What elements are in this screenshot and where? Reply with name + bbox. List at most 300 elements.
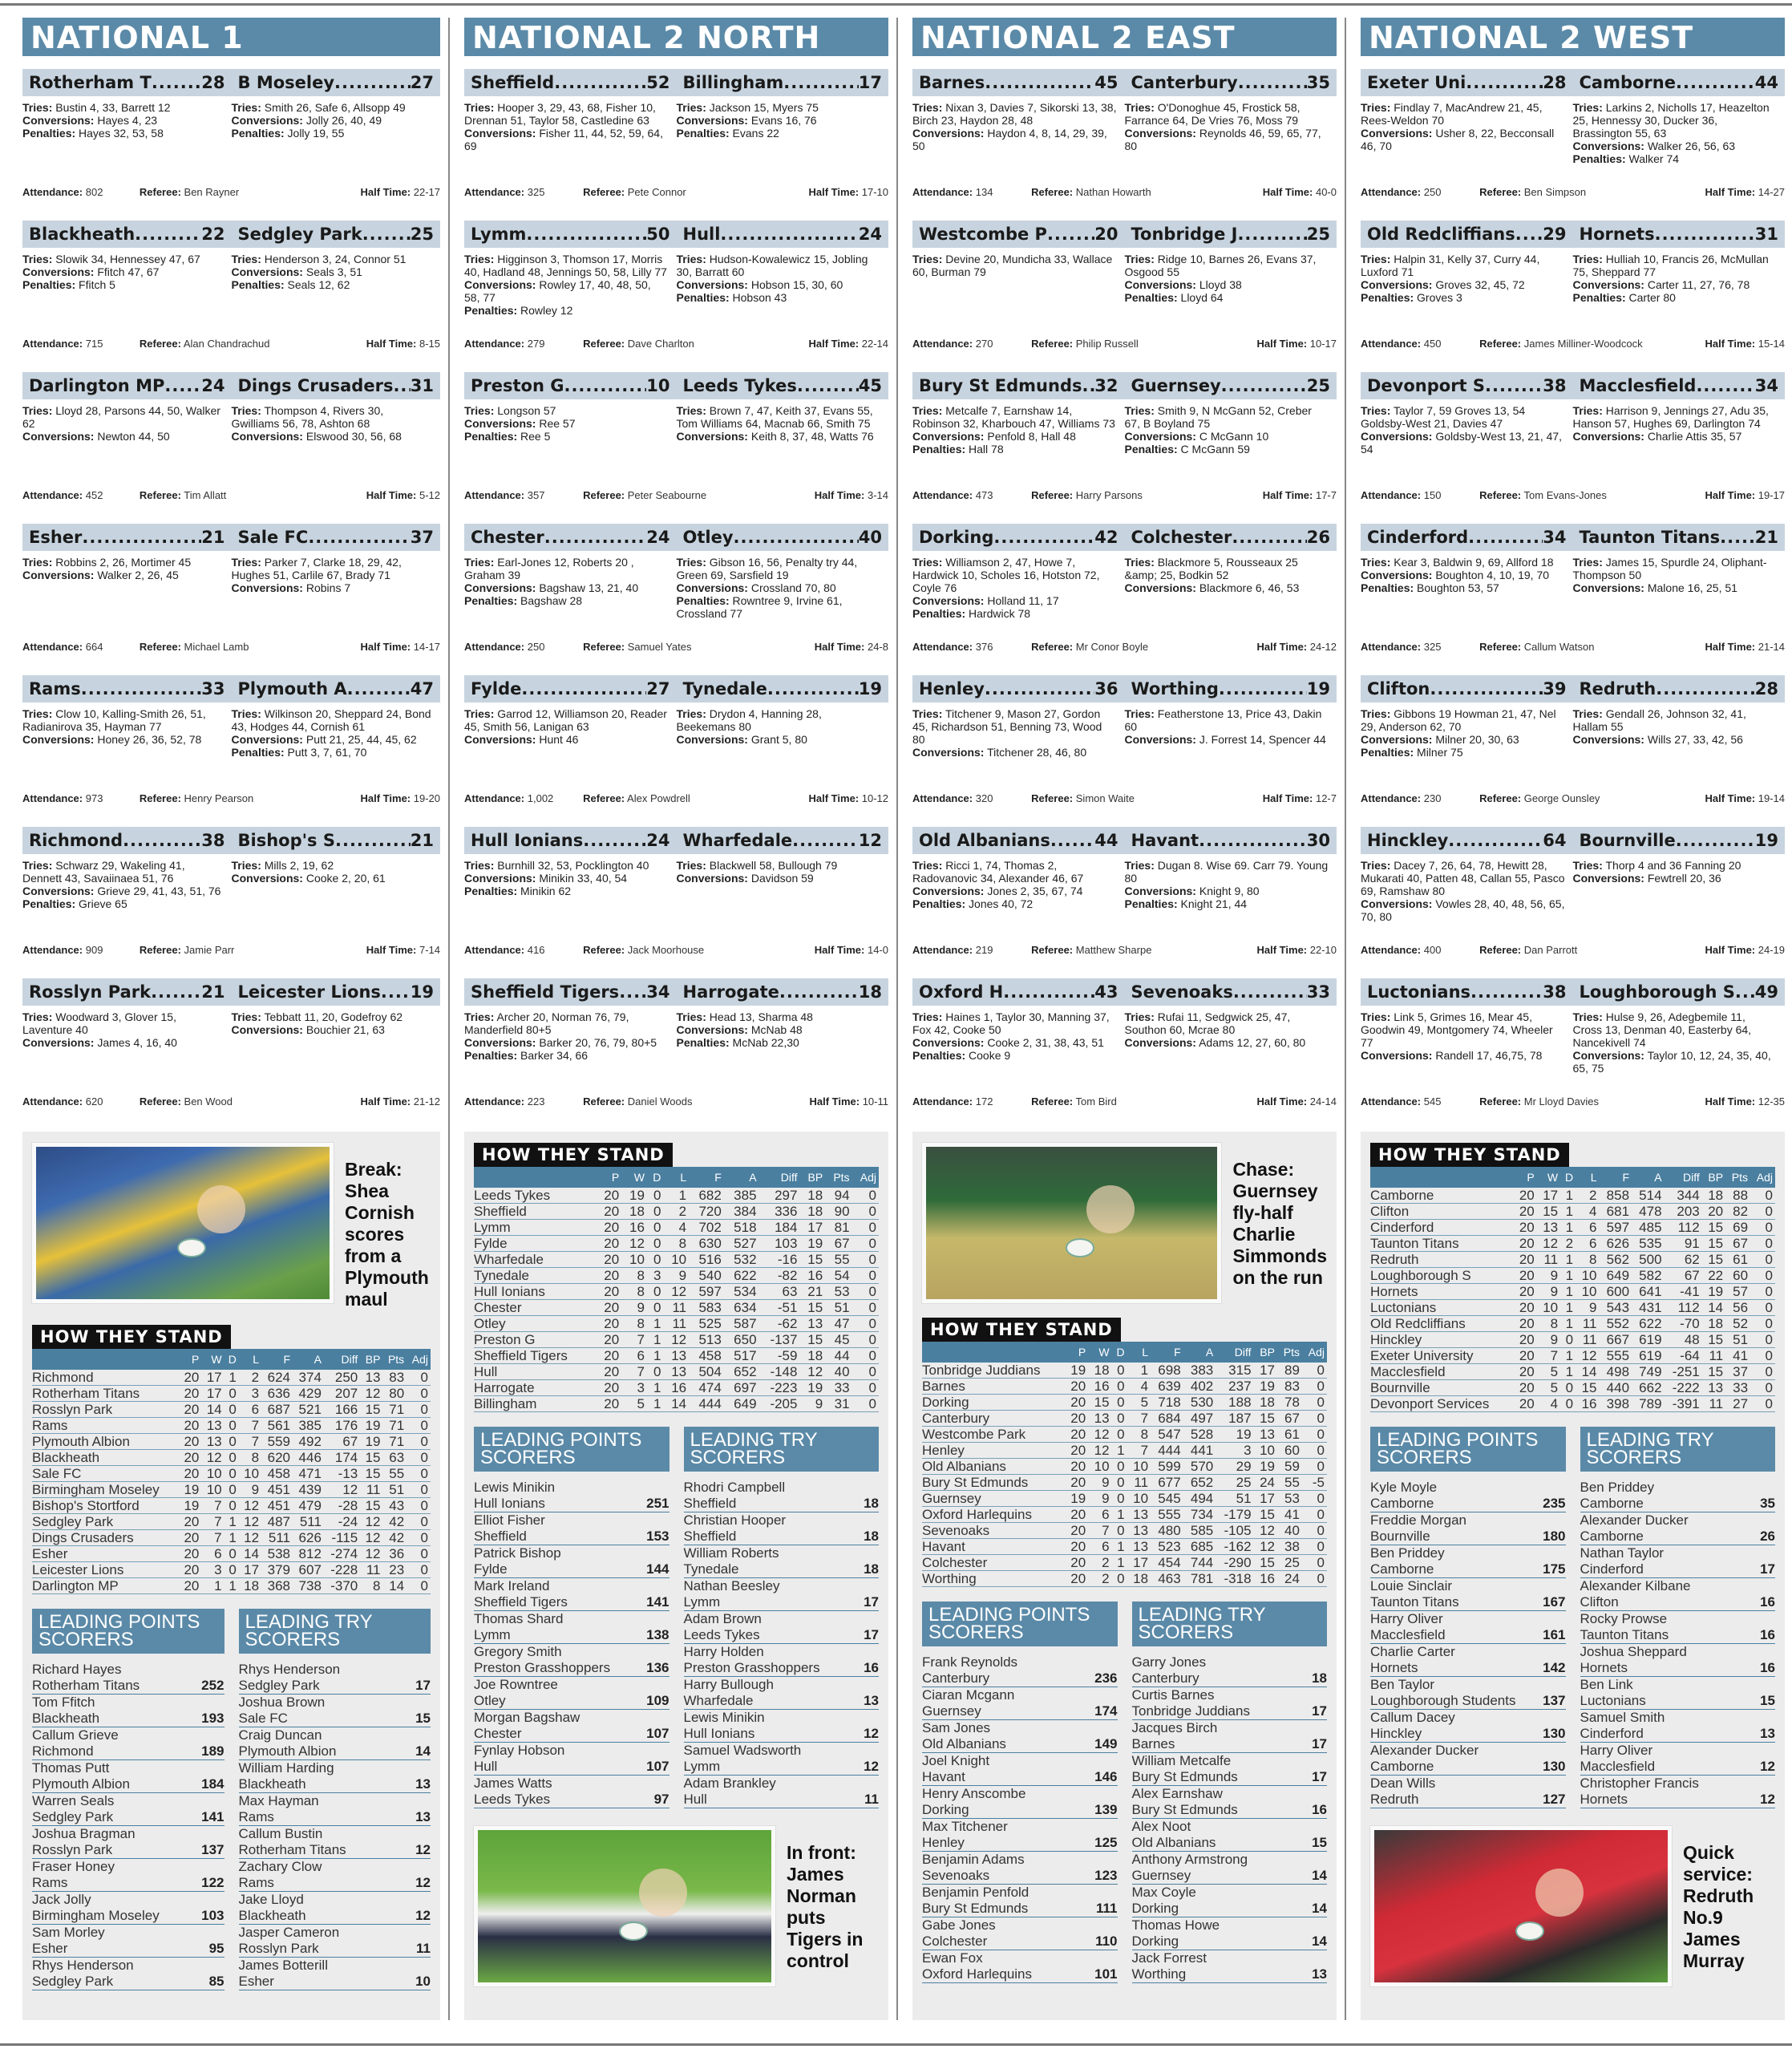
- match-meta: [1361, 641, 1785, 653]
- conversions-value: J. Forrest 14, Spencer 44: [1199, 733, 1326, 746]
- match-report: [1361, 221, 1785, 372]
- penalties-label: Penalties:: [912, 897, 966, 910]
- player-name: William Roberts: [683, 1545, 779, 1561]
- player-name: Ben Priddey: [1580, 1480, 1655, 1495]
- stat-cell: 13: [1088, 1411, 1111, 1427]
- team-score: 19: [1306, 679, 1330, 699]
- stat-cell: -137: [759, 1332, 800, 1348]
- score-bar: [1361, 69, 1785, 96]
- player-total: 18: [864, 1561, 879, 1577]
- scorers-heading: LEADING POINTS SCORERS: [474, 1427, 669, 1472]
- tries-label: Tries:: [1124, 859, 1155, 872]
- match-report: [464, 524, 888, 675]
- team-score: 25: [1306, 225, 1330, 244]
- stat-cell: 20: [179, 1514, 201, 1530]
- scoring-details: [912, 1010, 1337, 1062]
- team-name: Luctonians: [1367, 982, 1471, 1002]
- scorer-row: [922, 1786, 1118, 1819]
- half-time: [1257, 944, 1337, 956]
- stat-cell: 0: [225, 1482, 239, 1498]
- scoring-details: [1361, 859, 1785, 923]
- stat-cell: 532: [724, 1252, 759, 1268]
- penalties-line: [912, 1049, 1117, 1062]
- photo-caption: In front: James Norman puts Tigers in control: [787, 1842, 864, 1971]
- referee-value: Harry Parsons: [1075, 489, 1143, 501]
- scoring-details: [1361, 253, 1785, 304]
- stat-cell: 20: [1513, 1284, 1536, 1300]
- player-club: Rams: [238, 1809, 274, 1824]
- player-name: Morgan Bagshaw: [474, 1710, 580, 1725]
- stat-cell: 14: [382, 1578, 407, 1594]
- club-line: [32, 1776, 225, 1792]
- player-total: 13: [1760, 1726, 1775, 1741]
- half-time-label: Half Time:: [1262, 186, 1313, 198]
- player-name: Callum Bustin: [238, 1826, 323, 1841]
- stat-cell: 20: [1065, 1507, 1088, 1523]
- conversions-value: Robins 7: [305, 581, 351, 594]
- stat-cell: 336: [759, 1204, 800, 1220]
- attendance-value: 715: [85, 338, 103, 350]
- column-header: [474, 1167, 597, 1188]
- stat-cell: 0: [1750, 1300, 1775, 1316]
- stat-cell: 20: [1513, 1316, 1536, 1332]
- league-title: NATIONAL 2 WEST: [1361, 18, 1785, 56]
- team-name: Old Albanians: [919, 831, 1050, 850]
- home-team-score: [22, 679, 232, 699]
- stat-cell: 45: [825, 1332, 852, 1348]
- conversions-label: Conversions:: [676, 1023, 748, 1036]
- dot-leader: [564, 376, 646, 395]
- dot-leader: [1430, 679, 1543, 699]
- player-club: Camborne: [1370, 1561, 1434, 1577]
- tries-line: [1125, 556, 1329, 581]
- tries-line: [464, 859, 669, 872]
- tries-label: Tries:: [1361, 101, 1391, 114]
- dot-leader: [308, 528, 410, 547]
- home-team-score: [1361, 831, 1573, 850]
- referee-label: Referee:: [1479, 944, 1522, 956]
- penalties-line: [232, 127, 433, 140]
- player-total: 13: [864, 1693, 879, 1708]
- stat-cell: 504: [689, 1364, 724, 1380]
- conversions-value: Barker 20, 76, 79, 80+5: [539, 1036, 657, 1049]
- half-time: [809, 338, 888, 350]
- player-name: Tom Ffitch: [32, 1695, 95, 1710]
- stat-cell: 10: [663, 1252, 689, 1268]
- tries-value: Slowik 34, Hennessey 47, 67: [55, 253, 200, 265]
- referee-label: Referee:: [139, 186, 181, 198]
- half-time-label: Half Time:: [809, 1095, 860, 1107]
- team-cell: Esher: [32, 1546, 179, 1562]
- conversions-label: Conversions:: [22, 733, 95, 746]
- half-time: [1705, 792, 1785, 804]
- penalties-label: Penalties:: [1572, 291, 1626, 304]
- attendance-label: Attendance:: [1361, 944, 1422, 956]
- half-time-label: Half Time:: [366, 944, 417, 956]
- column-header: A: [293, 1349, 324, 1370]
- team-name: Bishop's S: [237, 831, 335, 850]
- column-header: Adj: [407, 1349, 431, 1370]
- stat-cell: 20: [1065, 1379, 1088, 1395]
- conversions-value: Hobson 15, 30, 60: [750, 278, 843, 291]
- player-total: 167: [1543, 1594, 1566, 1610]
- player-club: Plymouth Albion: [32, 1776, 130, 1792]
- team-score: 28: [201, 73, 225, 92]
- column-header: D: [225, 1349, 239, 1370]
- half-time-label: Half Time:: [808, 186, 860, 198]
- penalties-label: Penalties:: [464, 885, 518, 897]
- dot-leader: [393, 376, 410, 395]
- stat-cell: 4: [1537, 1396, 1560, 1412]
- score-bar: [464, 524, 888, 551]
- penalties-value: Knight 21, 44: [1180, 897, 1248, 910]
- tries-value: Lloyd 28, Parsons 44, 50, Walker 62: [22, 404, 220, 430]
- team-score: 21: [1754, 528, 1778, 547]
- stat-cell: 0: [407, 1514, 431, 1530]
- attendance-label: Attendance:: [1361, 186, 1422, 198]
- scoring-details: [912, 101, 1337, 152]
- stat-cell: -24: [324, 1514, 360, 1530]
- stat-cell: 15: [360, 1498, 382, 1514]
- team-score: 10: [646, 376, 670, 395]
- referee-label: Referee:: [583, 792, 625, 804]
- scorer-row: [1132, 1852, 1328, 1885]
- stat-cell: 4: [1127, 1379, 1151, 1395]
- table-row: [1370, 1188, 1775, 1204]
- tries-label: Tries:: [22, 859, 53, 872]
- penalties-line: [1361, 291, 1565, 304]
- tries-value: Hulliah 10, Francis 26, McMullan 75, Sheppard 77: [1572, 253, 1769, 278]
- home-team-score: [912, 528, 1125, 547]
- league-title: NATIONAL 2 NORTH: [464, 18, 888, 56]
- player-total: 17: [1760, 1561, 1775, 1577]
- stat-cell: -13: [324, 1466, 360, 1482]
- conversions-line: [1573, 581, 1778, 594]
- conversions-value: James 4, 16, 40: [97, 1036, 177, 1049]
- score-bar: [1361, 827, 1785, 854]
- tries-label: Tries:: [231, 101, 261, 114]
- stat-cell: 41: [1725, 1348, 1750, 1364]
- league-table: [474, 1167, 879, 1412]
- conversions-value: Bouchier 21, 63: [305, 1023, 385, 1036]
- match-report: [1361, 675, 1785, 827]
- stat-cell: 1: [1560, 1348, 1576, 1364]
- team-score: 19: [410, 982, 434, 1002]
- away-scorers: [232, 556, 441, 594]
- table-row: [474, 1380, 879, 1396]
- club-line: [32, 1711, 225, 1727]
- club-line: [1580, 1627, 1776, 1643]
- stat-cell: 0: [1112, 1411, 1127, 1427]
- player-total: 14: [1312, 1868, 1327, 1883]
- conversions-label: Conversions:: [1124, 581, 1196, 594]
- half-time-label: Half Time:: [1256, 641, 1308, 653]
- tries-line: [912, 859, 1117, 885]
- conversions-label: Conversions:: [676, 430, 748, 443]
- away-team-score: [1125, 679, 1337, 699]
- stat-cell: 12: [360, 1386, 382, 1402]
- attendance-label: Attendance:: [22, 338, 83, 350]
- conversions-line: [677, 733, 881, 746]
- team-cell: Westcombe Park: [922, 1427, 1065, 1443]
- club-line: [474, 1693, 669, 1709]
- stat-cell: 6: [1088, 1507, 1111, 1523]
- stat-cell: 55: [1277, 1475, 1302, 1491]
- half-time-value: 5-12: [419, 489, 440, 501]
- conversions-label: Conversions:: [1124, 278, 1196, 291]
- player-club: Blackheath: [238, 1908, 306, 1923]
- tries-value: Findlay 7, MacAndrew 21, 45, Rees-Weldon 70: [1361, 101, 1543, 127]
- conversions-line: [912, 885, 1117, 897]
- table-row: [922, 1539, 1327, 1555]
- stat-cell: 0: [225, 1402, 239, 1418]
- score-bar: [1361, 524, 1785, 551]
- stat-cell: 17: [1127, 1555, 1151, 1571]
- player-club: Wharfedale: [683, 1693, 754, 1708]
- referee: [140, 641, 361, 653]
- stat-cell: 16: [1088, 1379, 1111, 1395]
- player-name: Lewis Minikin: [683, 1710, 765, 1725]
- away-scorers: [1573, 404, 1786, 456]
- stat-cell: 0: [647, 1188, 664, 1204]
- standings-panel: [464, 1132, 888, 2020]
- stat-cell: 13: [1127, 1539, 1151, 1555]
- stat-cell: 540: [689, 1268, 724, 1284]
- player-total: 17: [1312, 1736, 1327, 1751]
- stat-cell: 9: [621, 1300, 647, 1316]
- conversions-line: [232, 872, 433, 885]
- stat-cell: 0: [647, 1220, 664, 1236]
- match-report: [912, 221, 1337, 372]
- scorer-row: [1580, 1644, 1776, 1677]
- club-line: [239, 1842, 431, 1858]
- player-name: Max Titchener: [922, 1819, 1008, 1834]
- tries-value: Blackwell 58, Bullough 79: [709, 859, 838, 872]
- tries-line: [232, 859, 433, 872]
- home-team-score: [464, 982, 677, 1002]
- half-time-label: Half Time:: [814, 641, 865, 653]
- table-row: [922, 1395, 1327, 1411]
- penalties-value: Cooke 9: [969, 1049, 1011, 1062]
- team-cell: Macclesfield: [1370, 1364, 1513, 1380]
- half-time: [366, 944, 440, 956]
- stat-cell: 8: [663, 1236, 689, 1252]
- half-time-value: 19-20: [413, 792, 440, 804]
- dot-leader: [1232, 528, 1306, 547]
- conversions-label: Conversions:: [231, 733, 303, 746]
- table-row: [922, 1427, 1327, 1443]
- tries-label: Tries:: [1572, 101, 1603, 114]
- referee-value: Tom Bird: [1075, 1095, 1117, 1107]
- player-total: 103: [201, 1908, 225, 1923]
- stat-cell: 18: [1127, 1571, 1151, 1587]
- stat-cell: 662: [1632, 1380, 1665, 1396]
- club-line: [32, 1842, 225, 1858]
- stat-cell: 0: [852, 1284, 879, 1300]
- home-scorers: [22, 253, 232, 291]
- stat-cell: 485: [1632, 1220, 1665, 1236]
- player-club: Hinckley: [1370, 1726, 1422, 1741]
- tries-line: [232, 556, 433, 581]
- stat-cell: 20: [597, 1188, 622, 1204]
- stat-cell: 1: [1560, 1220, 1576, 1236]
- penalties-line: [1125, 897, 1329, 910]
- scorer-row: [239, 1695, 431, 1727]
- half-time: [1705, 641, 1785, 653]
- stat-cell: 12: [239, 1498, 261, 1514]
- attendance-label: Attendance:: [1361, 1095, 1422, 1107]
- club-line: [1580, 1693, 1776, 1709]
- player-total: 13: [415, 1776, 431, 1792]
- stat-cell: 781: [1183, 1571, 1216, 1587]
- player-total: 139: [1094, 1802, 1118, 1817]
- penalties-label: Penalties:: [1572, 152, 1626, 165]
- stat-cell: 0: [1302, 1395, 1327, 1411]
- team-cell: Hull: [474, 1364, 597, 1380]
- tries-value: Tebbatt 11, 20, Godefroy 62: [264, 1010, 403, 1023]
- tries-value: Smith 9, N McGann 52, Creber 67, B Boyland 75: [1124, 404, 1312, 430]
- player-name: Jack Jolly: [32, 1892, 91, 1907]
- referee: [1479, 186, 1705, 198]
- stat-cell: 1: [647, 1332, 664, 1348]
- referee-label: Referee:: [1031, 641, 1074, 653]
- player-total: 16: [1760, 1660, 1775, 1675]
- stat-cell: 9: [663, 1268, 689, 1284]
- table-row: [1370, 1220, 1775, 1236]
- stat-cell: 15: [1702, 1236, 1725, 1252]
- scoring-details: [464, 253, 888, 317]
- attendance: [22, 944, 140, 956]
- scorer-row: [1132, 1687, 1328, 1720]
- match-report: [22, 978, 440, 1130]
- tries-value: Halpin 31, Kelly 37, Curry 44, Luxford 71: [1361, 253, 1540, 278]
- home-team-score: [464, 73, 677, 92]
- conversions-line: [912, 430, 1117, 443]
- player-total: 35: [1760, 1496, 1775, 1511]
- conversions-value: Jones 2, 35, 67, 74: [987, 885, 1083, 897]
- tries-line: [1573, 1010, 1778, 1049]
- player-name: Kyle Moyle: [1370, 1480, 1438, 1495]
- scorer-row: [922, 1950, 1118, 1983]
- half-time-value: 15-14: [1758, 338, 1785, 350]
- try-scorers-box: [239, 1609, 431, 1990]
- club-line: [1370, 1496, 1566, 1512]
- conversions-label: Conversions:: [22, 569, 95, 581]
- stat-cell: 0: [1750, 1204, 1775, 1220]
- table-row: [32, 1546, 431, 1562]
- player-club: Tonbridge Juddians: [1131, 1703, 1250, 1719]
- stat-cell: 19: [1254, 1459, 1277, 1475]
- tries-value: Archer 20, Norman 76, 79, Manderfield 80+5: [464, 1010, 629, 1036]
- tries-value: Haines 1, Taylor 30, Manning 37, Fox 42, Cooke 50: [912, 1010, 1110, 1036]
- stat-cell: 7: [201, 1530, 224, 1546]
- conversions-label: Conversions:: [1572, 430, 1644, 443]
- club-line: [1580, 1496, 1776, 1512]
- away-scorers: [677, 707, 889, 746]
- stat-cell: 25: [1277, 1555, 1302, 1571]
- away-scorers: [232, 1010, 441, 1049]
- attendance: [1361, 792, 1479, 804]
- stat-cell: 20: [597, 1332, 622, 1348]
- half-time-value: 10-11: [862, 1095, 888, 1107]
- conversions-value: Malone 16, 25, 51: [1647, 581, 1737, 594]
- player-total: 17: [1312, 1703, 1327, 1719]
- column-header: F: [1600, 1167, 1632, 1188]
- table-row: [32, 1402, 431, 1418]
- penalties-value: Grieve 65: [79, 897, 127, 910]
- standings-panel: [22, 1132, 440, 2020]
- player-total: 17: [415, 1678, 431, 1693]
- score-bar: [912, 372, 1337, 399]
- player-total: 125: [1094, 1835, 1118, 1850]
- league-table: [32, 1349, 431, 1594]
- team-score: 47: [410, 679, 434, 699]
- attendance-value: 325: [1423, 641, 1442, 653]
- referee-value: Tom Evans-Jones: [1523, 489, 1607, 501]
- tries-line: [22, 1010, 224, 1036]
- stat-cell: 562: [1600, 1252, 1632, 1268]
- tries-line: [912, 101, 1117, 127]
- scorer-row: [239, 1859, 431, 1892]
- scorers-heading: LEADING TRY SCORERS: [684, 1427, 880, 1472]
- referee-label: Referee:: [1031, 792, 1074, 804]
- player-club: Hull: [683, 1792, 707, 1807]
- stat-cell: 6: [201, 1546, 224, 1562]
- scoring-details: [22, 556, 440, 594]
- stat-cell: 0: [1560, 1380, 1576, 1396]
- stat-cell: 8: [621, 1284, 647, 1300]
- stat-cell: 1: [1112, 1507, 1127, 1523]
- stat-cell: 188: [1216, 1395, 1253, 1411]
- tries-value: Ridge 10, Barnes 26, Evans 37, Osgood 55: [1124, 253, 1317, 278]
- conversions-value: Walker 26, 56, 63: [1647, 140, 1736, 152]
- photo-caption: Quick service: Redruth No.9 James Murray: [1683, 1842, 1754, 1971]
- player-club: Plymouth Albion: [238, 1743, 337, 1759]
- home-team-score: [1361, 982, 1573, 1002]
- player-club: Sheffield: [474, 1529, 527, 1544]
- team-cell: Tonbridge Juddians: [922, 1363, 1065, 1379]
- penalties-value: Jones 40, 72: [969, 897, 1034, 910]
- table-row: [32, 1578, 431, 1594]
- referee-label: Referee:: [1479, 186, 1522, 198]
- scorer-row: [32, 1892, 225, 1925]
- scorer-row: [922, 1852, 1118, 1885]
- player-name: Curtis Barnes: [1131, 1687, 1215, 1703]
- dot-leader: [152, 73, 201, 92]
- player-club: Lymm: [474, 1627, 511, 1642]
- team-score: 38: [1543, 982, 1567, 1002]
- player-total: 141: [646, 1594, 669, 1610]
- stat-cell: 176: [324, 1418, 360, 1434]
- stat-cell: 523: [1151, 1539, 1183, 1555]
- stat-cell: 13: [1127, 1507, 1151, 1523]
- away-team-score: [232, 831, 441, 850]
- table-row: [1370, 1316, 1775, 1332]
- conversions-label: Conversions:: [464, 1036, 536, 1049]
- away-team-score: [677, 679, 889, 699]
- team-cell: Harrogate: [474, 1380, 597, 1396]
- dot-leader: [767, 679, 859, 699]
- away-team-score: [232, 73, 441, 92]
- away-scorers: [677, 859, 889, 897]
- team-cell: Sevenoaks: [922, 1523, 1065, 1539]
- half-time-value: 7-14: [419, 944, 440, 956]
- player-name: Anthony Armstrong: [1131, 1852, 1248, 1867]
- scoring-details: [464, 556, 888, 620]
- stat-cell: 7: [1127, 1411, 1151, 1427]
- stat-cell: 555: [1600, 1348, 1632, 1364]
- stat-cell: 16: [1254, 1571, 1277, 1587]
